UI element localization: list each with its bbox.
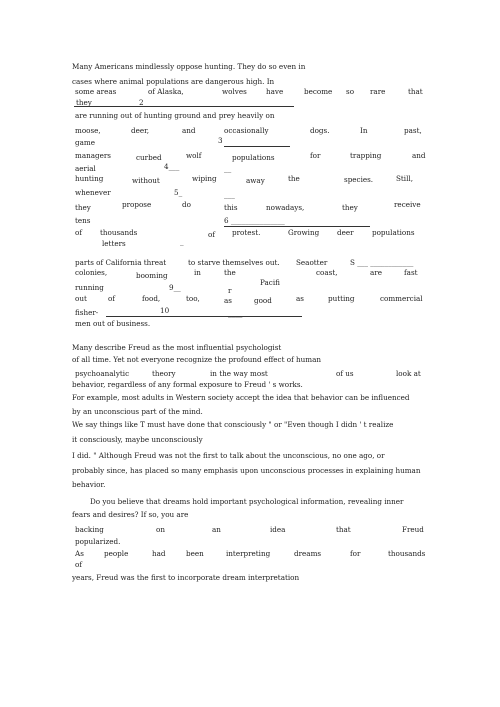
p2-line-8: it consciously, maybe unconsciously: [72, 435, 203, 444]
p2-line-9: I did. " Although Freud was not the first to talk about the unconscious, no one ago, or: [72, 451, 385, 460]
p1-r18-running: running: [75, 283, 104, 292]
p1-r6-w6: past,: [404, 126, 422, 135]
p1-blank-10-line: [106, 316, 302, 317]
p1-r17-w4: coast,: [316, 268, 338, 277]
p1-blank-10-num: 10: [160, 306, 170, 315]
p1-r12-w2: do: [182, 200, 191, 209]
p1-r10-w2: wiping: [192, 174, 217, 183]
p1-r17-w2: in: [194, 268, 201, 277]
p1-r14-w4: Growing: [288, 228, 320, 237]
p2-line-5: For example, most adults in Western society accept the idea that behavior can be influenced: [72, 393, 410, 402]
p1-r15-mark: ‾: [180, 244, 184, 253]
p2-r3-w1: theory: [152, 369, 176, 378]
p1-r16-w0: parts of California threat: [75, 258, 167, 267]
p1-blank-9-num: 9__: [169, 283, 181, 292]
p2-r14-w3: idea: [270, 525, 286, 534]
p2-r16-w2: had: [152, 549, 166, 558]
p1-r12-w0: they: [75, 203, 91, 212]
p1-blank-5-num: 5_: [174, 188, 183, 197]
p1-r17-w0: colonies,: [75, 268, 108, 277]
p1-blank-6: 6 _______________: [224, 216, 285, 225]
p1-r8-w0: managers: [75, 151, 111, 160]
p1-r12-w3: this: [224, 203, 238, 212]
p2-r3-w4: look at: [396, 369, 421, 378]
p1-r14-w2: of: [208, 230, 215, 239]
p1-r17-w6: fast: [404, 268, 418, 277]
p1-r6-w0: moose,: [75, 126, 101, 135]
p2-line-1: Many describe Freud as the most influential psychologist: [72, 343, 282, 352]
p1-r3-w0: some areas: [75, 87, 117, 96]
p1-blank-2-line: [74, 106, 294, 107]
p1-r3-w1: of Alaska,: [148, 87, 184, 96]
p2-line-7: We say things like T must have done that consciously " or "Even though I didn ' t realize: [72, 420, 394, 429]
p1-r10-w4: the: [288, 174, 300, 183]
p1-r12-w6: receive: [394, 200, 421, 209]
p2-line-12: Do you believe that dreams hold important psychological information, revealing inner: [90, 497, 404, 506]
p2-r16-w4: interpreting: [226, 549, 271, 558]
p1-r4-they: they: [76, 98, 92, 107]
p1-r7-game: game: [75, 138, 95, 147]
p1-r3-w3: have: [266, 87, 284, 96]
p2-r16-w3: been: [186, 549, 204, 558]
p2-line-11: behavior.: [72, 480, 106, 489]
p2-line-10: probably since, has placed so many emphasis upon unconscious processes in explaining human: [72, 466, 421, 475]
p1-r19-w6: as: [296, 294, 304, 303]
p2-r16-w7: thousands: [388, 549, 426, 558]
p1-r12-w4: nowadays,: [266, 203, 305, 212]
p2-r16-w0: As: [75, 549, 84, 558]
p1-r10-w3: away: [246, 176, 265, 185]
p1-r13-tens: tens: [75, 216, 91, 225]
p1-r19-w5: good: [254, 296, 272, 305]
p1-r8-w1: curbed: [136, 153, 162, 162]
p1-line-1: Many Americans mindlessly oppose hunting. They do so even in: [72, 62, 306, 71]
p1-r6-w5: In: [360, 126, 368, 135]
p2-line-17: of: [75, 560, 82, 569]
p1-line-2: cases where animal populations are dangerous high. In: [72, 77, 275, 86]
p1-r18-r: r: [228, 286, 232, 295]
p1-r3-w2: wolves: [222, 87, 247, 96]
p1-blank-4-num: 4___: [164, 162, 180, 171]
p1-r14-w0: of: [75, 228, 82, 237]
p1-r15-letters: letters: [102, 239, 126, 248]
p1-r6-w4: dogs.: [310, 126, 330, 135]
p1-r19-w1: of: [108, 294, 115, 303]
p1-blank-3-num: 3: [218, 136, 223, 145]
p2-r14-w0: backing: [75, 525, 104, 534]
p1-r19-w3: too,: [186, 294, 200, 303]
p1-r17-w3: the: [224, 268, 236, 277]
p1-r12-w1: propose: [122, 200, 152, 209]
p2-r14-w4: that: [336, 525, 351, 534]
p1-r16-w1: to starve themselves out.: [188, 258, 280, 267]
p1-r17-w1: booming: [136, 271, 168, 280]
p2-r16-w1: people: [104, 549, 129, 558]
p1-r8-w6: and: [412, 151, 426, 160]
p1-line-5: are running out of hunting ground and prey heavily on: [75, 111, 275, 120]
p1-r19-w7: putting: [328, 294, 355, 303]
p1-r3-w4: become: [304, 87, 333, 96]
p1-blank-5-line: ___: [224, 190, 235, 199]
p1-r12-w5: they: [342, 203, 358, 212]
p1-r19-w2: food,: [142, 294, 161, 303]
p2-r3-w2: in the way most: [210, 369, 268, 378]
p1-r8-w2: wolf: [186, 151, 202, 160]
p1-r8-w4: for: [310, 151, 321, 160]
p1-r14-w6: populations: [372, 228, 415, 237]
p1-r10-w0: hunting: [75, 174, 104, 183]
p1-r20-fisher: fisher-: [75, 308, 99, 317]
p1-r19-w0: out: [75, 294, 87, 303]
p2-line-18: years, Freud was the first to incorporate dream interpretation: [72, 573, 300, 582]
p1-blank-6-line: [224, 226, 370, 227]
p1-r8-w3: populations: [232, 153, 275, 162]
p1-line-21: men out of business.: [75, 319, 151, 328]
p2-r14-w5: Freud: [402, 525, 424, 534]
p1-r8-w5: trapping: [350, 151, 382, 160]
p1-r6-w1: deer,: [131, 126, 150, 135]
p1-r19-w4: as: [224, 296, 232, 305]
p1-r18-pacifi: Pacifi: [260, 278, 280, 287]
p2-r16-w5: dreams: [294, 549, 322, 558]
p1-r3-w7: that: [408, 87, 423, 96]
p1-blank-2-num: 2: [139, 98, 144, 107]
p1-r11-whenever: whenever: [75, 188, 111, 197]
p1-r10-w5: species.: [344, 175, 374, 184]
p2-r16-w6: for: [350, 549, 361, 558]
p1-r19-w8: commercial: [380, 294, 423, 303]
p1-blank-3-line: [224, 146, 290, 147]
p1-r17-w5: are: [370, 268, 382, 277]
p2-r3-w3: of us: [336, 369, 354, 378]
p2-line-2: of all time. Yet not everyone recognize the profound effect of human: [72, 355, 322, 364]
p1-r3-w5: so: [346, 87, 355, 96]
p2-line-4: behavior, regardless of any formal exposure to Freud ' s works.: [72, 380, 303, 389]
p1-r10-w6: Still,: [396, 174, 413, 183]
p1-blank-4-line: __: [224, 164, 232, 173]
p1-r16-w2: Seaotter: [296, 258, 328, 267]
p1-r3-w6: rare: [370, 87, 386, 96]
p1-r10-w1: without: [132, 176, 160, 185]
p1-r6-w2: and: [182, 126, 196, 135]
p2-line-6: by an unconscious part of the mind.: [72, 407, 203, 416]
p2-line-13: fears and desires? If so, you are: [72, 510, 189, 519]
p1-r6-w3: occasionally: [224, 126, 269, 135]
p1-r14-w3: protest.: [232, 228, 261, 237]
p2-r3-w0: psychoanalytic: [75, 369, 130, 378]
p1-r14-w5: deer: [337, 228, 354, 237]
p1-r9-aerial: aerial: [75, 164, 96, 173]
p1-r14-w1: thousands: [100, 228, 138, 237]
p1-r16-w3: S ___ ____________: [350, 258, 414, 267]
p2-r14-w2: an: [212, 525, 221, 534]
p2-line-15: popularized.: [75, 537, 121, 546]
p2-r14-w1: on: [156, 525, 165, 534]
p1-blank-10-tail: ____: [228, 309, 243, 318]
